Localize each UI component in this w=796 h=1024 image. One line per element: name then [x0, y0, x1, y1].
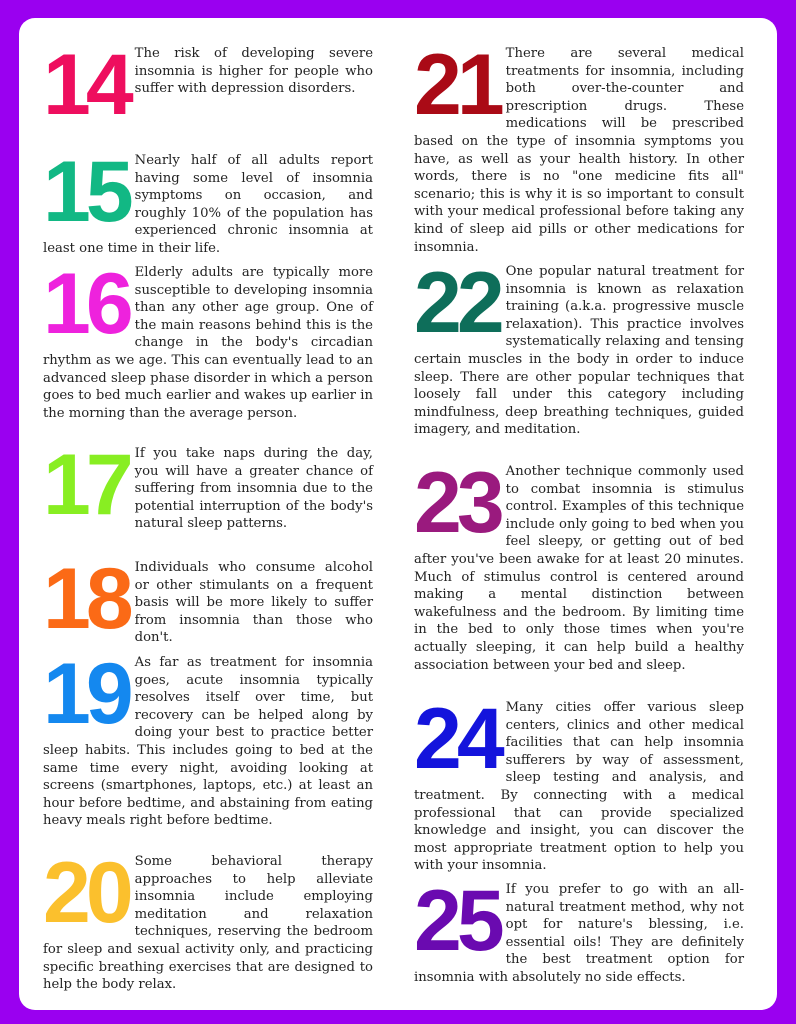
fact-number: 24 [414, 691, 500, 787]
fact-text: Individuals who consume alcohol or other stimulants on a frequent basis will be more likely to suffer from insomnia than those who don't. [134, 560, 373, 646]
fact-number: 25 [414, 873, 500, 969]
fact-24 [414, 691, 744, 875]
fact-number: 19 [43, 646, 129, 742]
fact-number: 20 [43, 845, 129, 941]
fact-number: 18 [43, 551, 129, 647]
fact-text: Another technique commonly used to combat insomnia is stimulus control. Examples of this technique include only going to bed when you feel sleepy, or getting out of bed after you've been awake for at least 20 minutes. Much of stimulus control is centered around making a mental distinction between wakefulness and the bedroom. By limiting time in the bed to only those times when you're actually sleeping, it can help build a healthy association between your bed and sleep. [414, 464, 744, 673]
fact-21 [414, 37, 744, 256]
fact-text: Elderly adults are typically more susceptible to developing insomnia than any other age group. One of the main reasons behind this is the change in the body's circadian rhythm as we age. This can eventually lead to an advanced sleep phase disorder in which a person goes to bed much earlier and wakes up earlier in the morning than the average person. [43, 265, 373, 421]
fact-22 [414, 255, 744, 439]
fact-20 [43, 845, 373, 994]
fact-text: If you prefer to go with an all-natural treatment method, why not opt for nature's blessing, i.e. essential oils! They are definitely the best treatment option for insomnia with absolutely no side effects. [414, 882, 744, 985]
fact-15 [43, 144, 373, 258]
fact-25 [414, 873, 744, 987]
fact-18 [43, 551, 373, 647]
fact-14 [43, 37, 373, 133]
fact-text: As far as treatment for insomnia goes, acute insomnia typically resolves itself over time, but recovery can be helped along by doing your best to practice better sleep habits. This includes going to bed at the same time every night, avoiding looking at screens (smartphones, laptops, etc.) at least an hour before bedtime, and abstaining from eating heavy meals right before bedtime. [43, 655, 373, 829]
fact-text: One popular natural treatment for insomnia is known as relaxation training (a.k.a. progressive muscle relaxation). This practice involves systematically relaxing and tensing certain muscles in the body in order to induce sleep. There are other popular techniques that loosely fall under this category including mindfulness, deep breathing techniques, guided imagery, and meditation. [414, 264, 744, 438]
fact-text: Some behavioral therapy approaches to help alleviate insomnia include employing meditation and relaxation techniques, reserving the bedroom for sleep and sexual activity only, and practicing specific breathing exercises that are designed to help the body relax. [43, 854, 373, 993]
fact-19 [43, 646, 373, 830]
fact-number: 15 [43, 144, 129, 240]
infographic-card [19, 18, 777, 1010]
fact-text: The risk of developing severe insomnia is higher for people who suffer with depression disorders. [134, 46, 373, 97]
fact-number: 14 [43, 37, 129, 133]
fact-16 [43, 256, 373, 422]
fact-number: 22 [414, 255, 500, 351]
fact-number: 17 [43, 437, 129, 533]
fact-23 [414, 455, 744, 674]
fact-text: Nearly half of all adults report having some level of insomnia symptoms on occasion, and roughly 10% of the population has experienced chronic insomnia at least one time in their life. [43, 153, 373, 256]
fact-number: 16 [43, 256, 129, 352]
fact-number: 23 [414, 455, 500, 551]
fact-number: 21 [414, 37, 500, 133]
fact-17 [43, 437, 373, 533]
fact-text: Many cities offer various sleep centers, clinics and other medical facilities that can help insomnia sufferers by way of assessment, sleep testing and analysis, and treatment. By connecting with a medical professional that can provide specialized knowledge and insight, you can discover the most appropriate treatment option to help you with your insomnia. [414, 700, 744, 874]
fact-text: There are several medical treatments for insomnia, including both over-the-counter and prescription drugs. These medications will be prescribed based on the type of insomnia symptoms you have, as well as your health history. In other words, there is no "one medicine fits all" scenario; this is why it is so important to consult with your medical professional before taking any kind of sleep aid pills or other medications for insomnia. [414, 46, 744, 255]
fact-text: If you take naps during the day, you will have a greater chance of suffering from insomnia due to the potential interruption of the body's natural sleep patterns. [134, 446, 373, 532]
